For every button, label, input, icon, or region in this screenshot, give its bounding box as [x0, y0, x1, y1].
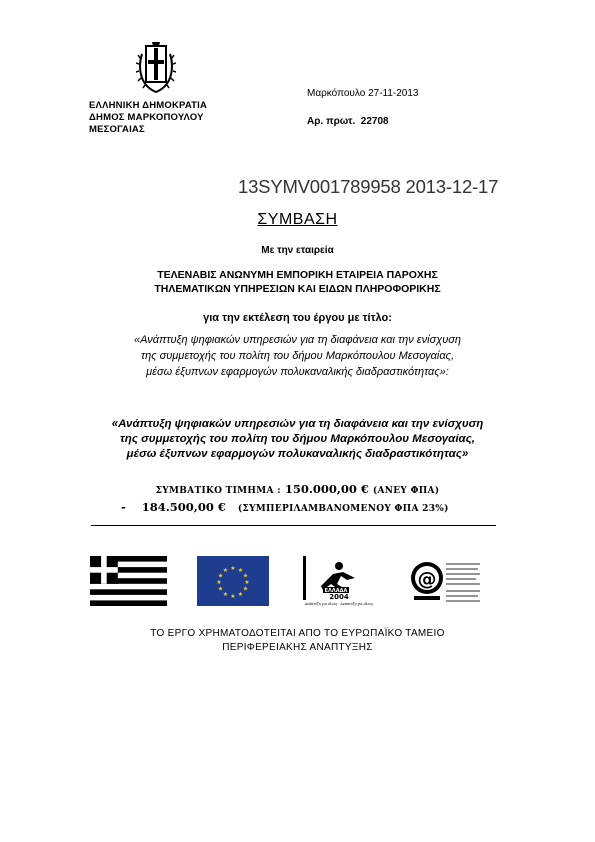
svg-text:★: ★	[217, 585, 224, 593]
svg-text:★: ★	[237, 567, 244, 574]
with-company-label: Με την εταιρεία	[261, 245, 334, 256]
svg-text:★: ★	[222, 567, 229, 574]
execution-text: για την εκτέλεση του έργου με τίτλο:	[203, 312, 392, 324]
svg-text:★: ★	[230, 565, 236, 572]
svg-text:★: ★	[244, 579, 250, 586]
runner-icon	[303, 556, 375, 606]
svg-text:★: ★	[217, 572, 224, 580]
authority-name	[89, 100, 207, 136]
svg-text:★: ★	[222, 591, 229, 598]
divider	[91, 525, 496, 526]
project-title-bold	[0, 417, 595, 462]
project-title-line: της συμμετοχής του πολίτη του δήμου Μαρκόπουλου Μεσογαίας,	[120, 433, 475, 445]
svg-text:★: ★	[230, 593, 236, 600]
svg-text:@: @	[417, 568, 437, 590]
ellada-text: ΕΛΛΑΔΑ	[324, 588, 348, 594]
price-gross-value: 184.500,00 €	[141, 500, 226, 514]
price-gross-note: (ΣΥΜΠΕΡΙΛΑΜΒΑΝΟΜΕΝΟΥ ΦΠΑ 23%)	[237, 504, 449, 514]
contract-price-net	[0, 482, 595, 496]
protocol-number	[307, 116, 389, 127]
authority-line: ΜΕΣΟΓΑΙΑΣ	[89, 124, 145, 135]
price-net-value: 150.000,00 €	[284, 482, 369, 496]
svg-text:★: ★	[242, 572, 249, 580]
at-sign-icon	[410, 556, 486, 608]
greek-flag-icon	[90, 556, 167, 606]
price-net-note: (ΑΝΕΥ ΦΠΑ)	[372, 486, 440, 496]
ellada-year: 2004	[329, 593, 349, 601]
contract-price-gross	[121, 500, 449, 514]
project-title-italic	[0, 332, 595, 380]
project-title-line: μέσω έξυπνων εφαρμογών πολυκαναλικής διαδραστικότητας»:	[146, 366, 449, 378]
coat-of-arms-emblem	[136, 40, 176, 96]
project-title-line: «Ανάπτυξη ψηφιακών υπηρεσιών για τη διαφάνεια και την ενίσχυση	[111, 418, 484, 430]
ada-code: 13SYMV001789958 2013-12-17	[238, 176, 499, 197]
authority-line: ΕΛΛΗΝΙΚΗ ΔΗΜΟΚΡΑΤΙΑ	[89, 100, 208, 111]
place-date: Μαρκόπουλο 27-11-2013	[307, 88, 419, 99]
project-title-line: «Ανάπτυξη ψηφιακών υπηρεσιών για τη διαφάνεια και την ενίσχυση	[133, 334, 462, 346]
ellada-slogan: Ανάπτυξη για όλους · Ανάπτυξη για όλους	[304, 602, 374, 606]
project-title-line: της συμμετοχής του πολίτη του δήμου Μαρκόπουλου Μεσογαίας,	[140, 350, 455, 362]
protocol-value: 22708	[360, 116, 389, 127]
protocol-label: Αρ. πρωτ.	[307, 116, 356, 127]
funding-line: ΠΕΡΙΦΕΡΕΙΑΚΗΣ ΑΝΑΠΤΥΞΗΣ	[222, 642, 373, 653]
authority-line: ΔΗΜΟΣ ΜΑΡΚΟΠΟΥΛΟΥ	[89, 112, 204, 123]
information-society-logo	[410, 556, 486, 606]
funding-line: ΤΟ ΕΡΓΟ ΧΡΗΜΑΤΟΔΟΤΕΙΤΑΙ ΑΠΟ ΤΟ ΕΥΡΩΠΑΪΚΟ ΤΑΜΕΙΟ	[150, 628, 445, 639]
ellada-2004-logo	[303, 556, 375, 606]
svg-text:★: ★	[237, 591, 244, 598]
price-label: ΣΥΜΒΑΤΙΚΟ ΤΙΜΗΜΑ :	[155, 486, 281, 496]
svg-text:★: ★	[216, 579, 222, 586]
svg-text:★: ★	[242, 585, 249, 593]
price-gross-prefix: -	[121, 500, 126, 514]
document-title: ΣΥΜΒΑΣΗ	[257, 211, 338, 228]
company-line: ΤΗΛΕΜΑΤΙΚΩΝ ΥΠΗΡΕΣΙΩΝ ΚΑΙ ΕΙΔΩΝ ΠΛΗΡΟΦΟΡΙΚΗΣ	[154, 283, 441, 295]
funding-note	[0, 627, 595, 655]
eu-flag-icon	[197, 556, 269, 606]
project-title-line: μέσω έξυπνων εφαρμογών πολυκαναλικής διαδραστικότητας»	[126, 448, 469, 460]
company-line: ΤΕΛΕΝΑΒΙΣ ΑΝΩΝΥΜΗ ΕΜΠΟΡΙΚΗ ΕΤΑΙΡΕΙΑ ΠΑΡΟΧΗΣ	[157, 269, 438, 281]
company-name	[0, 268, 595, 296]
